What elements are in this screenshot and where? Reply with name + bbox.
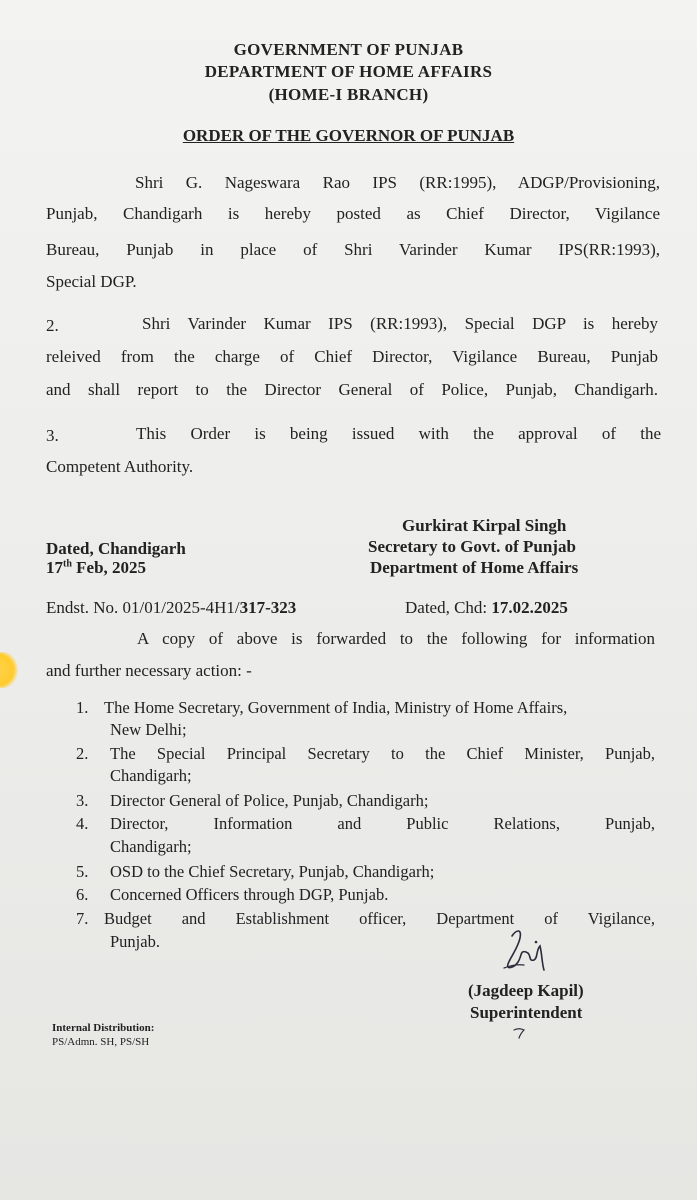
- order-title: ORDER OF THE GOVERNOR OF PUNJAB: [182, 126, 515, 145]
- recipient-6-line1: Concerned Officers through DGP, Punjab.: [110, 885, 389, 904]
- recipient-2-line2: Chandigarh;: [110, 766, 192, 785]
- header-department: DEPARTMENT OF HOME AFFAIRS: [204, 62, 493, 81]
- recipient-1-line1: The Home Secretary, Government of India, Ministry of Home Affairs,: [104, 698, 568, 717]
- para1-line2: Punjab, Chandigarh is hereby posted as Chief Director, Vigilance: [46, 204, 660, 223]
- copy-line1: A copy of above is forwarded to the following for information: [137, 629, 655, 648]
- recipient-3-number: 3.: [76, 791, 89, 810]
- signatory-designation: Secretary to Govt. of Punjab: [368, 537, 576, 556]
- recipient-7-line2: Punjab.: [110, 932, 160, 951]
- superintendent-designation: Superintendent: [470, 1003, 583, 1022]
- para1-line3: Bureau, Punjab in place of Shri Varinder Kumar IPS(RR:1993),: [46, 240, 660, 259]
- para2-number: 2.: [46, 316, 59, 335]
- para1-line4: Special DGP.: [46, 272, 137, 291]
- superintendent-name: (Jagdeep Kapil): [468, 981, 584, 1000]
- internal-distribution-value: PS/Admn. SH, PS/SH: [52, 1036, 150, 1048]
- recipient-3-line1: Director General of Police, Punjab, Chandigarh;: [110, 791, 429, 810]
- endorsement-number: Endst. No. 01/01/2025-4H1/317-323: [46, 598, 297, 617]
- recipient-2-number: 2.: [76, 744, 89, 763]
- copy-line2: and further necessary action: -: [46, 661, 252, 680]
- recipient-4-line1: Director, Information and Public Relations, Punjab,: [110, 814, 655, 833]
- recipient-5-number: 5.: [76, 862, 89, 881]
- recipient-1-line2: New Delhi;: [110, 720, 187, 739]
- recipient-7-number: 7.: [76, 909, 89, 928]
- para2-line1: Shri Varinder Kumar IPS (RR:1993), Special DGP is hereby: [142, 314, 658, 333]
- header-government: GOVERNMENT OF PUNJAB: [233, 40, 464, 59]
- header-branch: (HOME-I BRANCH): [268, 85, 429, 104]
- endorsement-date: Dated, Chd: 17.02.2025: [405, 598, 568, 617]
- recipient-4-line2: Chandigarh;: [110, 837, 192, 856]
- para3-line2: Competent Authority.: [46, 457, 194, 476]
- para2-line3: and shall report to the Director General of Police, Punjab, Chandigarh.: [46, 380, 658, 399]
- signatory-department: Department of Home Affairs: [370, 558, 579, 577]
- recipient-6-number: 6.: [76, 885, 89, 904]
- dated-place: Dated, Chandigarh: [46, 539, 186, 558]
- para1-line1: Shri G. Nageswara Rao IPS (RR:1995), ADGP/Provisioning,: [135, 173, 660, 192]
- dated-date: 17th Feb, 2025: [46, 558, 147, 577]
- para3-number: 3.: [46, 426, 59, 445]
- signatory-name: Gurkirat Kirpal Singh: [402, 516, 567, 535]
- para3-line1: This Order is being issued with the approval of the: [136, 424, 661, 443]
- initial-mark: [512, 1027, 528, 1039]
- internal-distribution-label: Internal Distribution:: [52, 1022, 155, 1034]
- yellow-highlight-mark: [0, 652, 20, 688]
- recipient-5-line1: OSD to the Chief Secretary, Punjab, Chandigarh;: [110, 862, 435, 881]
- recipient-4-number: 4.: [76, 814, 89, 833]
- para2-line2: releived from the charge of Chief Director, Vigilance Bureau, Punjab: [46, 347, 658, 366]
- recipient-7-line1: Budget and Establishment officer, Department of Vigilance,: [104, 909, 655, 928]
- recipient-2-line1: The Special Principal Secretary to the Chief Minister, Punjab,: [110, 744, 655, 763]
- handwritten-signature: [498, 924, 558, 982]
- recipient-1-number: 1.: [76, 698, 89, 717]
